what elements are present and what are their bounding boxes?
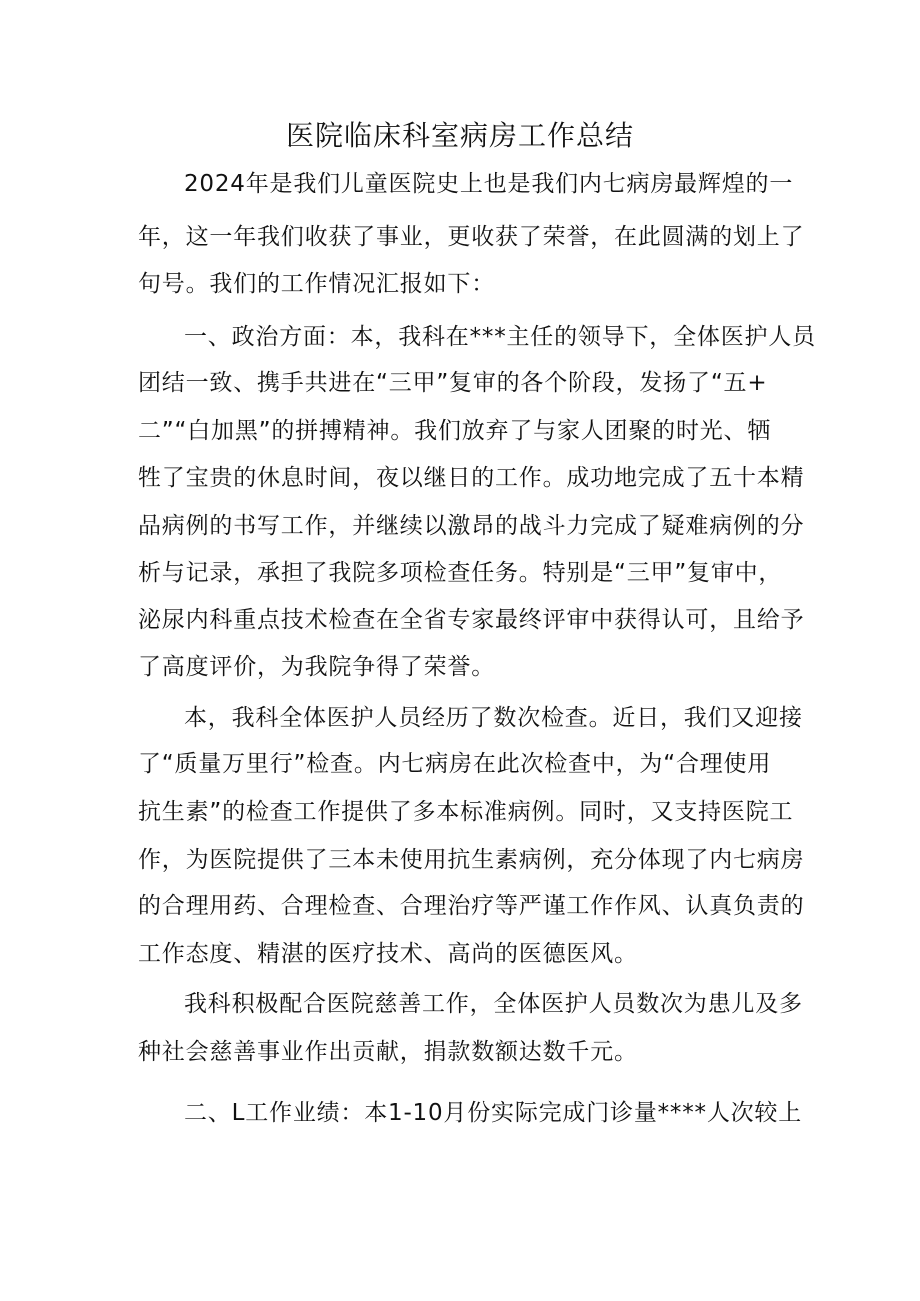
text-line: 本，我科全体医护人员经历了数次检查。近日，我们又迎接 bbox=[184, 705, 803, 731]
text-line: 团结一致、携手共进在“三甲”复审的各个阶段，发扬了“五+ bbox=[138, 370, 768, 396]
text-line: 工作态度、精湛的医疗技术、高尚的医德医风。 bbox=[138, 941, 638, 967]
text-line: 句号。我们的工作情况汇报如下： bbox=[138, 271, 495, 297]
text-line: 二、L工作业绩：本1-10月份实际完成门诊量****人次较上 bbox=[184, 1100, 803, 1126]
text-line: 年，这一年我们收获了事业，更收获了荣誉，在此圆满的划上了 bbox=[138, 224, 805, 250]
text-line: 我科积极配合医院慈善工作，全体医护人员数次为患儿及多 bbox=[184, 991, 803, 1017]
text-line: 抗生素”的检查工作提供了多本标准病例。同时，又支持医院工 bbox=[138, 799, 794, 825]
text-line: 一、政治方面：本，我科在***主任的领导下，全体医护人员 bbox=[184, 324, 816, 350]
text-line: 作，为医院提供了三本未使用抗生素病例，充分体现了内七病房 bbox=[138, 847, 805, 873]
text-line: 2024年是我们儿童医院史上也是我们内七病房最辉煌的一 bbox=[184, 171, 794, 197]
text-line: 了高度评价，为我院争得了荣誉。 bbox=[138, 654, 495, 680]
document-title: 医院临床科室病房工作总结 bbox=[285, 119, 634, 152]
text-line: 的合理用药、合理检查、合理治疗等严谨工作作风、认真负责的 bbox=[138, 893, 805, 919]
text-line: 牲了宝贵的休息时间，夜以继日的工作。成功地完成了五十本精 bbox=[138, 465, 805, 491]
text-line: 种社会慈善事业作出贡献，捐款数额达数千元。 bbox=[138, 1039, 638, 1065]
text-line: 二”“白加黑”的拼搏精神。我们放弃了与家人团聚的时光、牺 bbox=[138, 418, 772, 444]
text-line: 析与记录，承担了我院多项检查任务。特别是“三甲”复审中， bbox=[138, 560, 783, 586]
text-line: 品病例的书写工作，并继续以激昂的战斗力完成了疑难病例的分 bbox=[138, 513, 805, 539]
text-line: 了“质量万里行”检查。内七病房在此次检查中，为“合理使用 bbox=[138, 751, 772, 777]
text-line: 泌尿内科重点技术检查在全省专家最终评审中获得认可，且给予 bbox=[138, 607, 805, 633]
